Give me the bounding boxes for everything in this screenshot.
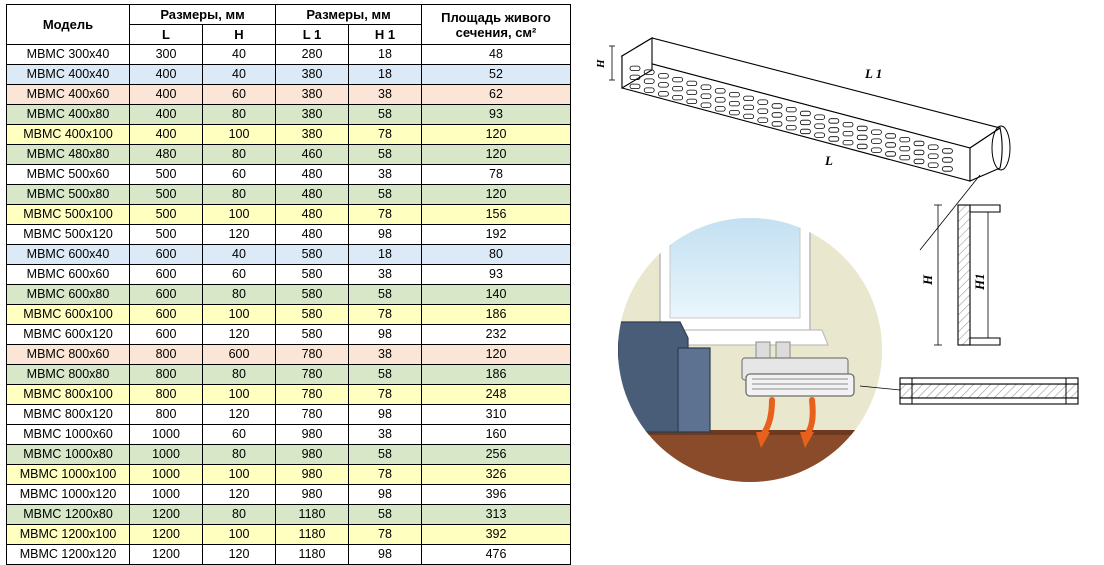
cell-h: 80 [203, 505, 276, 525]
table-row [7, 325, 571, 345]
cell-h: 40 [203, 65, 276, 85]
cell-h1: 58 [349, 445, 422, 465]
cell-area: 120 [422, 125, 571, 145]
header-area: Площадь живого сечения, см² [422, 5, 571, 45]
cell-h1: 18 [349, 245, 422, 265]
cell-h1: 38 [349, 265, 422, 285]
cell-l: 400 [130, 105, 203, 125]
cell-l: 1200 [130, 525, 203, 545]
cell-model: МВМС 600х100 [7, 305, 130, 325]
cell-model: МВМС 600х40 [7, 245, 130, 265]
cell-h: 80 [203, 445, 276, 465]
cell-l1: 780 [276, 385, 349, 405]
cell-area: 52 [422, 65, 571, 85]
cell-model: МВМС 400х60 [7, 85, 130, 105]
cell-l: 800 [130, 345, 203, 365]
cell-l1: 1180 [276, 505, 349, 525]
cell-area: 156 [422, 205, 571, 225]
cell-h1: 58 [349, 285, 422, 305]
cell-h1: 78 [349, 465, 422, 485]
profile-cross-section [920, 205, 1000, 345]
technical-drawing [560, 0, 1104, 546]
cell-h: 60 [203, 425, 276, 445]
cell-model: МВМС 1000х60 [7, 425, 130, 445]
table-row [7, 305, 571, 325]
table-row [7, 165, 571, 185]
header-group-2: Размеры, мм [276, 5, 422, 25]
cell-l: 600 [130, 325, 203, 345]
cell-area: 248 [422, 385, 571, 405]
cell-l1: 580 [276, 265, 349, 285]
cell-h1: 58 [349, 185, 422, 205]
table-row [7, 365, 571, 385]
cell-h: 120 [203, 545, 276, 565]
cell-h: 600 [203, 345, 276, 365]
table-row [7, 465, 571, 485]
cell-area: 396 [422, 485, 571, 505]
cell-model: МВМС 800х120 [7, 405, 130, 425]
cell-h1: 38 [349, 345, 422, 365]
table-row [7, 105, 571, 125]
cell-h: 80 [203, 105, 276, 125]
cell-area: 313 [422, 505, 571, 525]
cell-h: 60 [203, 85, 276, 105]
cell-area: 256 [422, 445, 571, 465]
cell-l1: 460 [276, 145, 349, 165]
cell-model: МВМС 400х100 [7, 125, 130, 145]
cell-l: 1200 [130, 505, 203, 525]
table-row [7, 425, 571, 445]
table-row [7, 185, 571, 205]
cell-model: МВМС 600х80 [7, 285, 130, 305]
cell-l: 800 [130, 385, 203, 405]
cell-area: 120 [422, 345, 571, 365]
cell-model: МВМС 800х100 [7, 385, 130, 405]
cell-h: 40 [203, 45, 276, 65]
table-row [7, 145, 571, 165]
cell-h: 120 [203, 485, 276, 505]
cell-l: 400 [130, 125, 203, 145]
cell-h1: 58 [349, 365, 422, 385]
cell-l: 600 [130, 305, 203, 325]
cell-l: 500 [130, 225, 203, 245]
cell-h1: 98 [349, 485, 422, 505]
cell-model: МВМС 1000х100 [7, 465, 130, 485]
cell-h: 40 [203, 245, 276, 265]
cell-l1: 780 [276, 345, 349, 365]
cell-area: 140 [422, 285, 571, 305]
cell-h1: 98 [349, 405, 422, 425]
cell-l1: 480 [276, 205, 349, 225]
table-row [7, 45, 571, 65]
cell-l1: 580 [276, 305, 349, 325]
table-row [7, 205, 571, 225]
cell-l1: 1180 [276, 525, 349, 545]
cell-area: 160 [422, 425, 571, 445]
cell-model: МВМС 400х80 [7, 105, 130, 125]
table-row [7, 545, 571, 565]
cell-h1: 38 [349, 425, 422, 445]
table-row [7, 445, 571, 465]
label-height-section-1: H1 [972, 273, 987, 290]
specification-table [6, 4, 571, 565]
cell-model: МВМС 500х60 [7, 165, 130, 185]
cell-area: 326 [422, 465, 571, 485]
cell-model: МВМС 400х40 [7, 65, 130, 85]
table-row [7, 485, 571, 505]
cell-area: 62 [422, 85, 571, 105]
cell-l1: 380 [276, 125, 349, 145]
cell-l1: 580 [276, 325, 349, 345]
cell-h1: 78 [349, 205, 422, 225]
cell-area: 310 [422, 405, 571, 425]
table-row [7, 285, 571, 305]
cell-model: МВМС 1000х120 [7, 485, 130, 505]
header-model: Модель [7, 5, 130, 45]
cell-area: 78 [422, 165, 571, 185]
profile-plan-section [900, 378, 1078, 404]
cell-h: 100 [203, 205, 276, 225]
cell-h1: 58 [349, 145, 422, 165]
cell-h: 100 [203, 125, 276, 145]
table-row [7, 345, 571, 365]
header-group-1: Размеры, мм [130, 5, 276, 25]
cell-l1: 480 [276, 185, 349, 205]
cell-l: 800 [130, 405, 203, 425]
header-sub-l1: L 1 [276, 25, 349, 45]
cell-model: МВМС 600х120 [7, 325, 130, 345]
cell-h1: 78 [349, 305, 422, 325]
cell-h1: 98 [349, 325, 422, 345]
cell-l1: 780 [276, 405, 349, 425]
table-row [7, 65, 571, 85]
cell-h1: 78 [349, 125, 422, 145]
cell-area: 232 [422, 325, 571, 345]
cell-model: МВМС 1000х80 [7, 445, 130, 465]
cell-l1: 980 [276, 485, 349, 505]
cell-h1: 18 [349, 65, 422, 85]
cell-l: 300 [130, 45, 203, 65]
cell-l1: 280 [276, 45, 349, 65]
cell-l1: 380 [276, 85, 349, 105]
table-row [7, 405, 571, 425]
cell-area: 392 [422, 525, 571, 545]
cell-h1: 78 [349, 525, 422, 545]
cell-h1: 98 [349, 545, 422, 565]
cell-h: 80 [203, 365, 276, 385]
cell-model: МВМС 500х120 [7, 225, 130, 245]
cell-h1: 38 [349, 165, 422, 185]
cell-l: 400 [130, 85, 203, 105]
table-body [7, 45, 571, 565]
label-height-section: H [920, 274, 935, 285]
cell-h: 100 [203, 385, 276, 405]
table-row [7, 125, 571, 145]
table-header-row [7, 5, 571, 25]
cell-l1: 780 [276, 365, 349, 385]
table-row [7, 385, 571, 405]
cell-l1: 980 [276, 425, 349, 445]
cell-area: 93 [422, 265, 571, 285]
table-row [7, 505, 571, 525]
cell-area: 120 [422, 185, 571, 205]
cell-model: МВМС 800х80 [7, 365, 130, 385]
cell-model: МВМС 1200х100 [7, 525, 130, 545]
label-length-bottom: L [825, 153, 833, 168]
cell-h: 100 [203, 525, 276, 545]
cell-h: 100 [203, 305, 276, 325]
cell-l: 600 [130, 285, 203, 305]
cell-h1: 78 [349, 385, 422, 405]
header-sub-h: H [203, 25, 276, 45]
cell-model: МВМС 1200х80 [7, 505, 130, 525]
cell-l: 600 [130, 265, 203, 285]
cell-h: 60 [203, 165, 276, 185]
cell-h: 120 [203, 225, 276, 245]
cell-model: МВМС 600х60 [7, 265, 130, 285]
cell-h1: 98 [349, 225, 422, 245]
cell-l: 800 [130, 365, 203, 385]
cell-h: 120 [203, 405, 276, 425]
cell-l1: 580 [276, 285, 349, 305]
table-row [7, 85, 571, 105]
header-sub-l: L [130, 25, 203, 45]
cell-l1: 980 [276, 465, 349, 485]
label-length-top: L 1 [865, 66, 883, 81]
cell-l1: 1180 [276, 545, 349, 565]
cell-h1: 38 [349, 85, 422, 105]
cell-h: 100 [203, 465, 276, 485]
cell-l1: 480 [276, 165, 349, 185]
cell-area: 186 [422, 365, 571, 385]
cell-model: МВМС 1200х120 [7, 545, 130, 565]
cell-h1: 18 [349, 45, 422, 65]
cell-l: 1000 [130, 465, 203, 485]
cell-model: МВМС 800х60 [7, 345, 130, 365]
cell-area: 476 [422, 545, 571, 565]
table-row [7, 225, 571, 245]
cell-model: МВМС 300х40 [7, 45, 130, 65]
cell-model: МВМС 480х80 [7, 145, 130, 165]
cell-l: 480 [130, 145, 203, 165]
cell-area: 186 [422, 305, 571, 325]
cell-l1: 580 [276, 245, 349, 265]
cell-area: 120 [422, 145, 571, 165]
header-sub-h1: H 1 [349, 25, 422, 45]
cell-l: 500 [130, 165, 203, 185]
cell-h: 80 [203, 145, 276, 165]
cell-l1: 980 [276, 445, 349, 465]
installation-illustration [618, 195, 900, 482]
cell-h: 60 [203, 265, 276, 285]
cell-l: 500 [130, 185, 203, 205]
cell-h: 120 [203, 325, 276, 345]
cell-h: 80 [203, 285, 276, 305]
cell-area: 192 [422, 225, 571, 245]
cell-l1: 480 [276, 225, 349, 245]
cell-l: 1000 [130, 425, 203, 445]
cell-l: 600 [130, 245, 203, 265]
cell-h1: 58 [349, 105, 422, 125]
cell-model: МВМС 500х100 [7, 205, 130, 225]
label-height-iso: H [595, 59, 607, 68]
grille-isometric-view [595, 38, 1010, 250]
cell-l: 1000 [130, 485, 203, 505]
cell-h1: 58 [349, 505, 422, 525]
cell-area: 48 [422, 45, 571, 65]
cell-l: 1200 [130, 545, 203, 565]
table-row [7, 245, 571, 265]
cell-l: 1000 [130, 445, 203, 465]
cell-l1: 380 [276, 65, 349, 85]
cell-l: 500 [130, 205, 203, 225]
cell-area: 93 [422, 105, 571, 125]
cell-h: 80 [203, 185, 276, 205]
table-row [7, 525, 571, 545]
cell-area: 80 [422, 245, 571, 265]
cell-model: МВМС 500х80 [7, 185, 130, 205]
table-row [7, 265, 571, 285]
cell-l1: 380 [276, 105, 349, 125]
cell-l: 400 [130, 65, 203, 85]
